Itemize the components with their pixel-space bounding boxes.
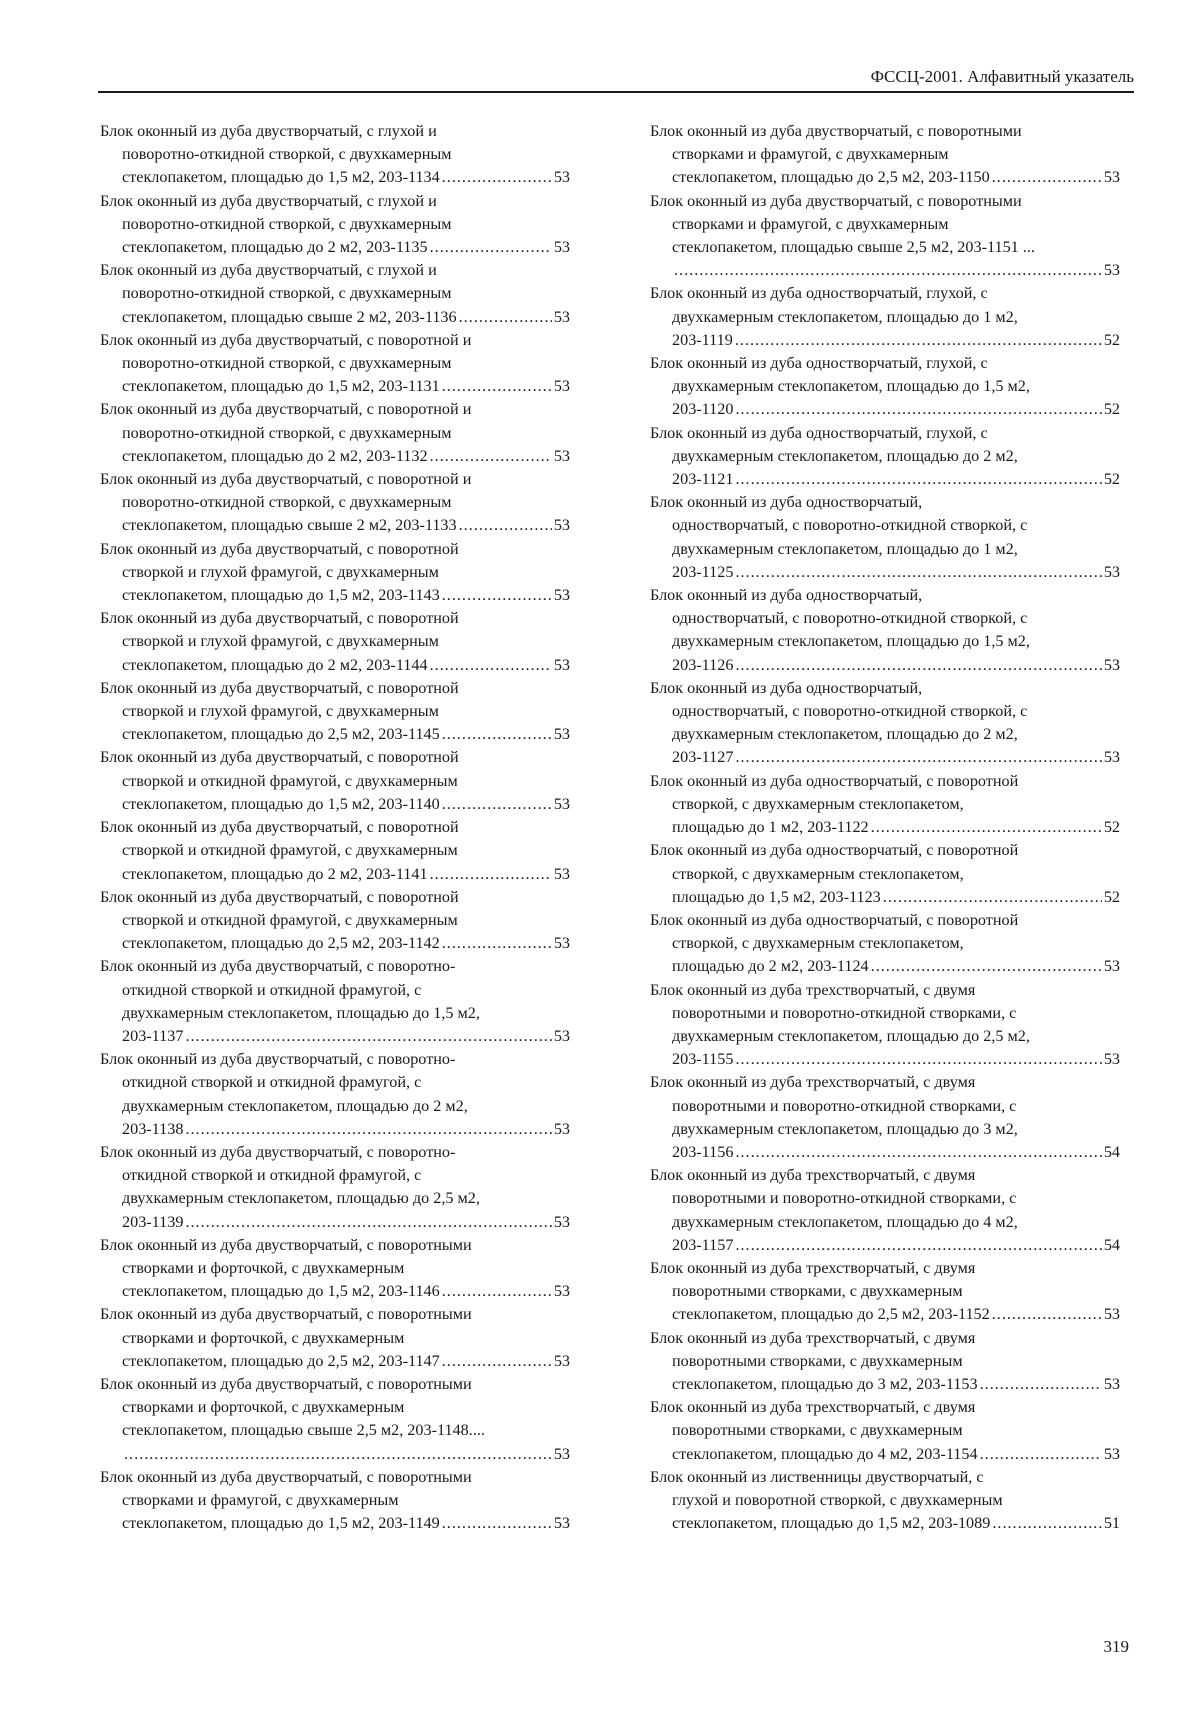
entry-last-line bbox=[122, 793, 570, 816]
entry-last-line bbox=[122, 932, 570, 955]
entry-line: Блок оконный из дуба трехстворчатый, с двумя bbox=[650, 980, 976, 999]
entry-line: поворотно-откидной створкой, с двухкамерным bbox=[122, 284, 452, 303]
entry-page-ref: 53 bbox=[1103, 957, 1120, 976]
index-entry bbox=[100, 468, 570, 538]
entry-last-line bbox=[122, 1211, 570, 1234]
entry-last-line bbox=[122, 584, 570, 607]
dot-leader bbox=[430, 654, 552, 677]
entry-line: Блок оконный из дуба одностворчатый, с поворотной bbox=[650, 841, 1019, 860]
entry-page-ref: 53 bbox=[553, 1212, 570, 1231]
entry-tail-text: 203-1139 bbox=[122, 1212, 184, 1231]
page-number: 319 bbox=[1103, 1637, 1129, 1656]
index-entry bbox=[100, 1141, 570, 1234]
entry-last-line bbox=[122, 236, 570, 259]
index-entry bbox=[100, 190, 570, 260]
entry-last-line bbox=[672, 886, 1120, 909]
entry-line: поворотно-откидной створкой, с двухкамерным bbox=[122, 145, 452, 164]
entry-tail-text: стеклопакетом, площадью до 1,5 м2, 203-1140 bbox=[122, 794, 440, 813]
entry-last-line bbox=[672, 1443, 1120, 1466]
dot-leader bbox=[883, 886, 1102, 909]
entry-last-line bbox=[122, 445, 570, 468]
entry-line: Блок оконный из дуба двустворчатый, с глухой и bbox=[100, 261, 437, 280]
index-entry bbox=[650, 1327, 1120, 1397]
entry-tail-text: 203-1155 bbox=[672, 1050, 734, 1069]
entry-line: створкой, с двухкамерным стеклопакетом, bbox=[672, 794, 964, 813]
index-entry bbox=[650, 979, 1120, 1072]
entry-line: стеклопакетом, площадью свыше 2,5 м2, 203-1151 ... bbox=[672, 238, 1035, 257]
entry-line: Блок оконный из дуба двустворчатый, с поворотно- bbox=[100, 957, 456, 976]
dot-leader bbox=[735, 1048, 1101, 1071]
entry-page-ref: 53 bbox=[553, 168, 570, 187]
entry-line: Блок оконный из дуба двустворчатый, с поворотной и bbox=[100, 330, 472, 349]
entry-page-ref: 54 bbox=[1103, 1142, 1120, 1161]
index-entry bbox=[650, 422, 1120, 492]
entry-line: Блок оконный из дуба трехстворчатый, с двумя bbox=[650, 1073, 976, 1092]
entry-page-ref: 53 bbox=[1103, 748, 1120, 767]
dot-leader bbox=[442, 166, 552, 189]
dot-leader bbox=[735, 398, 1101, 421]
entry-last-line bbox=[672, 561, 1120, 584]
entry-line: откидной створкой и откидной фрамугой, с bbox=[122, 980, 422, 999]
entry-line: Блок оконный из дуба одностворчатый, bbox=[650, 678, 923, 697]
dot-leader bbox=[442, 584, 552, 607]
entry-line: створкой и откидной фрамугой, с двухкамерным bbox=[122, 910, 458, 929]
entry-line: Блок оконный из дуба двустворчатый, с поворотной bbox=[100, 748, 459, 767]
entry-tail-text: стеклопакетом, площадью свыше 2 м2, 203-1136 bbox=[122, 307, 457, 326]
running-header bbox=[98, 64, 1134, 93]
entry-line: створками и форточкой, с двухкамерным bbox=[122, 1398, 405, 1417]
entry-line: откидной створкой и откидной фрамугой, с bbox=[122, 1073, 422, 1092]
entry-line: Блок оконный из дуба трехстворчатый, с двумя bbox=[650, 1166, 976, 1185]
entry-line: Блок оконный из дуба трехстворчатый, с двумя bbox=[650, 1398, 976, 1417]
entry-line: поворотными и поворотно-откидной створками, с bbox=[672, 1003, 1017, 1022]
entry-last-line bbox=[122, 1443, 570, 1466]
entry-page-ref: 53 bbox=[1103, 562, 1120, 581]
dot-leader bbox=[992, 1303, 1102, 1326]
dot-leader bbox=[735, 1234, 1101, 1257]
entry-line: поворотными и поворотно-откидной створками, с bbox=[672, 1189, 1017, 1208]
entry-line: Блок оконный из дуба одностворчатый, с поворотной bbox=[650, 771, 1019, 790]
dot-leader bbox=[442, 1512, 552, 1535]
dot-leader bbox=[735, 1141, 1101, 1164]
entry-line: Блок оконный из дуба двустворчатый, с поворотной bbox=[100, 818, 459, 837]
entry-line: Блок оконный из дуба двустворчатый, с поворотными bbox=[100, 1305, 472, 1324]
entry-line: глухой и поворотной створкой, с двухкамерным bbox=[672, 1490, 1003, 1509]
entry-tail-text: 203-1120 bbox=[672, 400, 734, 419]
entry-line: створками и фрамугой, с двухкамерным bbox=[672, 145, 949, 164]
entry-line: створками и форточкой, с двухкамерным bbox=[122, 1328, 405, 1347]
entry-line: Блок оконный из дуба двустворчатый, с поворотными bbox=[650, 191, 1022, 210]
entry-tail-text: 203-1137 bbox=[122, 1026, 184, 1045]
entry-last-line bbox=[672, 468, 1120, 491]
entry-page-ref: 52 bbox=[1103, 330, 1120, 349]
entry-line: Блок оконный из лиственницы двустворчатый, с bbox=[650, 1467, 984, 1486]
entry-line: поворотными створками, с двухкамерным bbox=[672, 1282, 963, 1301]
entry-last-line bbox=[672, 816, 1120, 839]
index-entry bbox=[650, 1071, 1120, 1164]
entry-last-line bbox=[672, 398, 1120, 421]
entry-line: одностворчатый, с поворотно-откидной створкой, с bbox=[672, 702, 1028, 721]
entry-line: поворотно-откидной створкой, с двухкамерным bbox=[122, 354, 452, 373]
entry-line: створками и фрамугой, с двухкамерным bbox=[672, 214, 949, 233]
entry-page-ref: 53 bbox=[553, 446, 570, 465]
dot-leader bbox=[980, 1373, 1102, 1396]
entry-tail-text: стеклопакетом, площадью до 2,5 м2, 203-1147 bbox=[122, 1351, 440, 1370]
entry-page-ref: 53 bbox=[1103, 655, 1120, 674]
entry-line: Блок оконный из дуба одностворчатый, bbox=[650, 586, 923, 605]
entry-page-ref: 53 bbox=[553, 1514, 570, 1533]
entry-page-ref: 53 bbox=[553, 238, 570, 257]
dot-leader bbox=[735, 654, 1101, 677]
entry-last-line bbox=[122, 166, 570, 189]
dot-leader bbox=[992, 1512, 1101, 1535]
entry-tail-text: 203-1127 bbox=[672, 748, 734, 767]
entry-last-line bbox=[672, 1234, 1120, 1257]
entry-line: двухкамерным стеклопакетом, площадью до 2,5 м2, bbox=[672, 1026, 1030, 1045]
entry-line: поворотными створками, с двухкамерным bbox=[672, 1351, 963, 1370]
index-entry bbox=[100, 259, 570, 329]
entry-page-ref: 53 bbox=[1103, 1374, 1120, 1393]
entry-line: створкой и глухой фрамугой, с двухкамерным bbox=[122, 702, 439, 721]
entry-tail-text: стеклопакетом, площадью до 1,5 м2, 203-1089 bbox=[672, 1514, 991, 1533]
index-entry bbox=[100, 816, 570, 886]
entry-tail-text: площадью до 2 м2, 203-1124 bbox=[672, 957, 869, 976]
dot-leader bbox=[735, 468, 1101, 491]
entry-tail-text: стеклопакетом, площадью свыше 2 м2, 203-1133 bbox=[122, 516, 457, 535]
entry-tail-text: стеклопакетом, площадью до 3 м2, 203-1153 bbox=[672, 1374, 978, 1393]
entry-line: Блок оконный из дуба одностворчатый, глухой, с bbox=[650, 423, 988, 442]
entry-page-ref: 51 bbox=[1103, 1514, 1120, 1533]
entry-page-ref: 52 bbox=[1103, 818, 1120, 837]
entry-line: одностворчатый, с поворотно-откидной створкой, с bbox=[672, 609, 1028, 628]
entry-line: Блок оконный из дуба двустворчатый, с поворотной и bbox=[100, 470, 472, 489]
dot-leader bbox=[185, 1025, 551, 1048]
dot-leader bbox=[185, 1118, 551, 1141]
entry-line: двухкамерным стеклопакетом, площадью до 1,5 м2, bbox=[672, 632, 1030, 651]
entry-line: двухкамерным стеклопакетом, площадью до 1,5 м2, bbox=[672, 377, 1030, 396]
index-entry bbox=[650, 282, 1120, 352]
entry-page-ref: 53 bbox=[553, 1026, 570, 1045]
entry-tail-text: стеклопакетом, площадью до 1,5 м2, 203-1143 bbox=[122, 586, 440, 605]
entry-tail-text: стеклопакетом, площадью до 1,5 м2, 203-1149 bbox=[122, 1514, 440, 1533]
entry-last-line bbox=[122, 723, 570, 746]
entry-page-ref: 53 bbox=[553, 377, 570, 396]
index-entry bbox=[100, 398, 570, 468]
entry-page-ref: 53 bbox=[553, 307, 570, 326]
entry-line: створками и фрамугой, с двухкамерным bbox=[122, 1490, 399, 1509]
entry-line: Блок оконный из дуба двустворчатый, с поворотными bbox=[100, 1467, 472, 1486]
entry-line: двухкамерным стеклопакетом, площадью до 2 м2, bbox=[672, 446, 1018, 465]
entry-line: створкой, с двухкамерным стеклопакетом, bbox=[672, 864, 964, 883]
entry-line: Блок оконный из дуба двустворчатый, с поворотной bbox=[100, 539, 459, 558]
entry-last-line bbox=[122, 1025, 570, 1048]
entry-tail-text: стеклопакетом, площадью до 2,5 м2, 203-1142 bbox=[122, 934, 440, 953]
dot-leader bbox=[442, 1280, 552, 1303]
entry-tail-text: стеклопакетом, площадью до 2,5 м2, 203-1150 bbox=[672, 168, 990, 187]
entry-page-ref: 53 bbox=[1103, 168, 1120, 187]
entry-line: створкой, с двухкамерным стеклопакетом, bbox=[672, 934, 964, 953]
entry-tail-text: 203-1156 bbox=[672, 1142, 734, 1161]
entry-last-line bbox=[122, 654, 570, 677]
index-entry bbox=[100, 1466, 570, 1536]
dot-leader bbox=[735, 746, 1101, 769]
dot-leader bbox=[442, 723, 552, 746]
entry-line: Блок оконный из дуба двустворчатый, с поворотными bbox=[650, 122, 1022, 140]
entry-tail-text: 203-1126 bbox=[672, 655, 734, 674]
entry-page-ref: 53 bbox=[1103, 1444, 1120, 1463]
dot-leader bbox=[871, 955, 1102, 978]
entry-line: Блок оконный из дуба одностворчатый, глухой, с bbox=[650, 284, 988, 303]
entry-tail-text: стеклопакетом, площадью до 1,5 м2, 203-1134 bbox=[122, 168, 440, 187]
entry-line: двухкамерным стеклопакетом, площадью до 3 м2, bbox=[672, 1119, 1018, 1138]
entry-page-ref: 53 bbox=[553, 794, 570, 813]
index-entry bbox=[650, 120, 1120, 190]
dot-leader bbox=[185, 1211, 551, 1234]
entry-line: поворотно-откидной створкой, с двухкамерным bbox=[122, 493, 452, 512]
entry-line: двухкамерным стеклопакетом, площадью до 1 м2, bbox=[672, 539, 1018, 558]
entry-page-ref: 52 bbox=[1103, 400, 1120, 419]
entry-line: поворотными и поворотно-откидной створками, с bbox=[672, 1096, 1017, 1115]
entry-last-line bbox=[122, 1512, 570, 1535]
entry-last-line bbox=[672, 654, 1120, 677]
entry-line: Блок оконный из дуба двустворчатый, с поворотной и bbox=[100, 400, 472, 419]
index-column-right bbox=[650, 120, 1120, 1535]
entry-tail-text: 203-1138 bbox=[122, 1119, 184, 1138]
index-entry bbox=[650, 1164, 1120, 1257]
entry-line: створкой и откидной фрамугой, с двухкамерным bbox=[122, 771, 458, 790]
dot-leader bbox=[442, 932, 552, 955]
entry-line: одностворчатый, с поворотно-откидной створкой, с bbox=[672, 516, 1028, 535]
entry-line: поворотно-откидной створкой, с двухкамерным bbox=[122, 214, 452, 233]
dot-leader bbox=[430, 236, 552, 259]
entry-line: Блок оконный из дуба трехстворчатый, с двумя bbox=[650, 1258, 976, 1277]
dot-leader bbox=[459, 514, 552, 537]
entry-page-ref: 53 bbox=[553, 1282, 570, 1301]
entry-page-ref: 53 bbox=[553, 1351, 570, 1370]
entry-page-ref: 54 bbox=[1103, 1235, 1120, 1254]
entry-line: стеклопакетом, площадью свыше 2,5 м2, 203-1148.... bbox=[122, 1421, 485, 1440]
entry-page-ref: 53 bbox=[553, 586, 570, 605]
entry-line: Блок оконный из дуба двустворчатый, с глухой и bbox=[100, 191, 437, 210]
entry-tail-text: 203-1125 bbox=[672, 562, 734, 581]
index-entry bbox=[100, 607, 570, 677]
dot-leader bbox=[871, 816, 1102, 839]
entry-line: двухкамерным стеклопакетом, площадью до 1 м2, bbox=[672, 307, 1018, 326]
dot-leader bbox=[992, 166, 1102, 189]
index-entry bbox=[100, 120, 570, 190]
entry-line: поворотно-откидной створкой, с двухкамерным bbox=[122, 423, 452, 442]
index-entry bbox=[100, 1373, 570, 1466]
index-entry bbox=[650, 770, 1120, 840]
entry-line: Блок оконный из дуба двустворчатый, с поворотными bbox=[100, 1374, 472, 1393]
index-entry bbox=[650, 1257, 1120, 1327]
entry-last-line bbox=[672, 1303, 1120, 1326]
entry-last-line bbox=[672, 1512, 1120, 1535]
index-entry bbox=[100, 886, 570, 956]
dot-leader bbox=[430, 445, 552, 468]
entry-page-ref: 53 bbox=[553, 1444, 570, 1463]
index-entry bbox=[650, 584, 1120, 677]
index-entry bbox=[650, 1396, 1120, 1466]
entry-last-line bbox=[672, 746, 1120, 769]
entry-page-ref: 53 bbox=[1103, 1050, 1120, 1069]
entry-page-ref: 53 bbox=[1103, 261, 1120, 280]
dot-leader bbox=[674, 259, 1102, 282]
entry-line: Блок оконный из дуба двустворчатый, с глухой и bbox=[100, 122, 437, 140]
entry-line: створкой и откидной фрамугой, с двухкамерным bbox=[122, 841, 458, 860]
entry-tail-text: стеклопакетом, площадью до 4 м2, 203-1154 bbox=[672, 1444, 978, 1463]
entry-line: Блок оконный из дуба одностворчатый, с поворотной bbox=[650, 910, 1019, 929]
entry-line: двухкамерным стеклопакетом, площадью до 2 м2, bbox=[672, 725, 1018, 744]
entry-line: двухкамерным стеклопакетом, площадью до 1,5 м2, bbox=[122, 1003, 480, 1022]
entry-line: двухкамерным стеклопакетом, площадью до 2 м2, bbox=[122, 1096, 468, 1115]
entry-line: Блок оконный из дуба двустворчатый, с поворотной bbox=[100, 609, 459, 628]
entry-line: створками и форточкой, с двухкамерным bbox=[122, 1258, 405, 1277]
index-entry bbox=[650, 352, 1120, 422]
entry-last-line bbox=[672, 1373, 1120, 1396]
entry-last-line bbox=[672, 1141, 1120, 1164]
entry-page-ref: 53 bbox=[553, 516, 570, 535]
entry-tail-text: стеклопакетом, площадью до 2,5 м2, 203-1152 bbox=[672, 1305, 990, 1324]
entry-line: створкой и глухой фрамугой, с двухкамерным bbox=[122, 632, 439, 651]
entry-line: Блок оконный из дуба одностворчатый, глухой, с bbox=[650, 354, 988, 373]
entry-last-line bbox=[672, 1048, 1120, 1071]
entry-line: Блок оконный из дуба двустворчатый, с поворотно- bbox=[100, 1050, 456, 1069]
dot-leader bbox=[124, 1443, 552, 1466]
entry-line: Блок оконный из дуба двустворчатый, с поворотной bbox=[100, 887, 459, 906]
index-entry bbox=[650, 909, 1120, 979]
entry-page-ref: 53 bbox=[553, 864, 570, 883]
dot-leader bbox=[735, 561, 1101, 584]
index-entry bbox=[650, 1466, 1120, 1536]
entry-line: двухкамерным стеклопакетом, площадью до 2,5 м2, bbox=[122, 1189, 480, 1208]
entry-page-ref: 53 bbox=[1103, 1305, 1120, 1324]
index-entry bbox=[100, 1048, 570, 1141]
entry-tail-text: площадью до 1,5 м2, 203-1123 bbox=[672, 887, 881, 906]
dot-leader bbox=[735, 329, 1102, 352]
entry-last-line bbox=[122, 863, 570, 886]
index-entry bbox=[100, 1234, 570, 1304]
entry-last-line bbox=[672, 955, 1120, 978]
entry-page-ref: 53 bbox=[553, 934, 570, 953]
entry-line: Блок оконный из дуба трехстворчатый, с двумя bbox=[650, 1328, 976, 1347]
dot-leader bbox=[430, 863, 552, 886]
entry-last-line bbox=[122, 514, 570, 537]
dot-leader bbox=[459, 306, 552, 329]
entry-line: Блок оконный из дуба одностворчатый, bbox=[650, 493, 923, 512]
entry-tail-text: 203-1119 bbox=[672, 330, 733, 349]
entry-line: Блок оконный из дуба двустворчатый, с поворотной bbox=[100, 678, 459, 697]
entry-tail-text: стеклопакетом, площадью до 2 м2, 203-1141 bbox=[122, 864, 428, 883]
index-entry bbox=[650, 190, 1120, 283]
entry-last-line bbox=[122, 375, 570, 398]
entry-tail-text: стеклопакетом, площадью до 2,5 м2, 203-1145 bbox=[122, 725, 440, 744]
entry-last-line bbox=[122, 1118, 570, 1141]
entry-tail-text: стеклопакетом, площадью до 1,5 м2, 203-1146 bbox=[122, 1282, 440, 1301]
entry-line: створкой и глухой фрамугой, с двухкамерным bbox=[122, 562, 439, 581]
entry-page-ref: 53 bbox=[553, 1119, 570, 1138]
entry-last-line bbox=[672, 166, 1120, 189]
entry-tail-text: площадью до 1 м2, 203-1122 bbox=[672, 818, 869, 837]
index-entry bbox=[100, 955, 570, 1048]
entry-line: Блок оконный из дуба двустворчатый, с поворотными bbox=[100, 1235, 472, 1254]
entry-line: откидной створкой и откидной фрамугой, с bbox=[122, 1166, 422, 1185]
entry-last-line bbox=[122, 1280, 570, 1303]
dot-leader bbox=[980, 1443, 1102, 1466]
entry-last-line bbox=[122, 306, 570, 329]
entry-tail-text: 203-1157 bbox=[672, 1235, 734, 1254]
entry-line: Блок оконный из дуба двустворчатый, с поворотно- bbox=[100, 1142, 456, 1161]
index-entry bbox=[650, 677, 1120, 770]
entry-page-ref: 53 bbox=[553, 655, 570, 674]
entry-page-ref: 52 bbox=[1103, 470, 1120, 489]
entry-last-line bbox=[672, 329, 1120, 352]
entry-line: поворотными створками, с двухкамерным bbox=[672, 1421, 963, 1440]
entry-last-line bbox=[672, 259, 1120, 282]
entry-page-ref: 53 bbox=[553, 725, 570, 744]
index-entry bbox=[100, 329, 570, 399]
index-entry bbox=[650, 491, 1120, 584]
dot-leader bbox=[442, 375, 552, 398]
entry-tail-text: стеклопакетом, площадью до 1,5 м2, 203-1131 bbox=[122, 377, 440, 396]
entry-tail-text: стеклопакетом, площадью до 2 м2, 203-1144 bbox=[122, 655, 428, 674]
index-entry bbox=[100, 746, 570, 816]
entry-page-ref: 52 bbox=[1103, 887, 1120, 906]
index-entry bbox=[100, 538, 570, 608]
entry-tail-text: стеклопакетом, площадью до 2 м2, 203-1135 bbox=[122, 238, 428, 257]
dot-leader bbox=[442, 1350, 552, 1373]
index-entry bbox=[100, 677, 570, 747]
header-title: ФССЦ-2001. Алфавитный указатель bbox=[870, 67, 1134, 86]
index-entry bbox=[100, 1303, 570, 1373]
index-entry bbox=[650, 839, 1120, 909]
entry-line: двухкамерным стеклопакетом, площадью до 4 м2, bbox=[672, 1212, 1018, 1231]
dot-leader bbox=[442, 793, 552, 816]
index-column-left bbox=[100, 120, 570, 1535]
entry-last-line bbox=[122, 1350, 570, 1373]
entry-tail-text: 203-1121 bbox=[672, 470, 734, 489]
entry-tail-text: стеклопакетом, площадью до 2 м2, 203-1132 bbox=[122, 446, 428, 465]
